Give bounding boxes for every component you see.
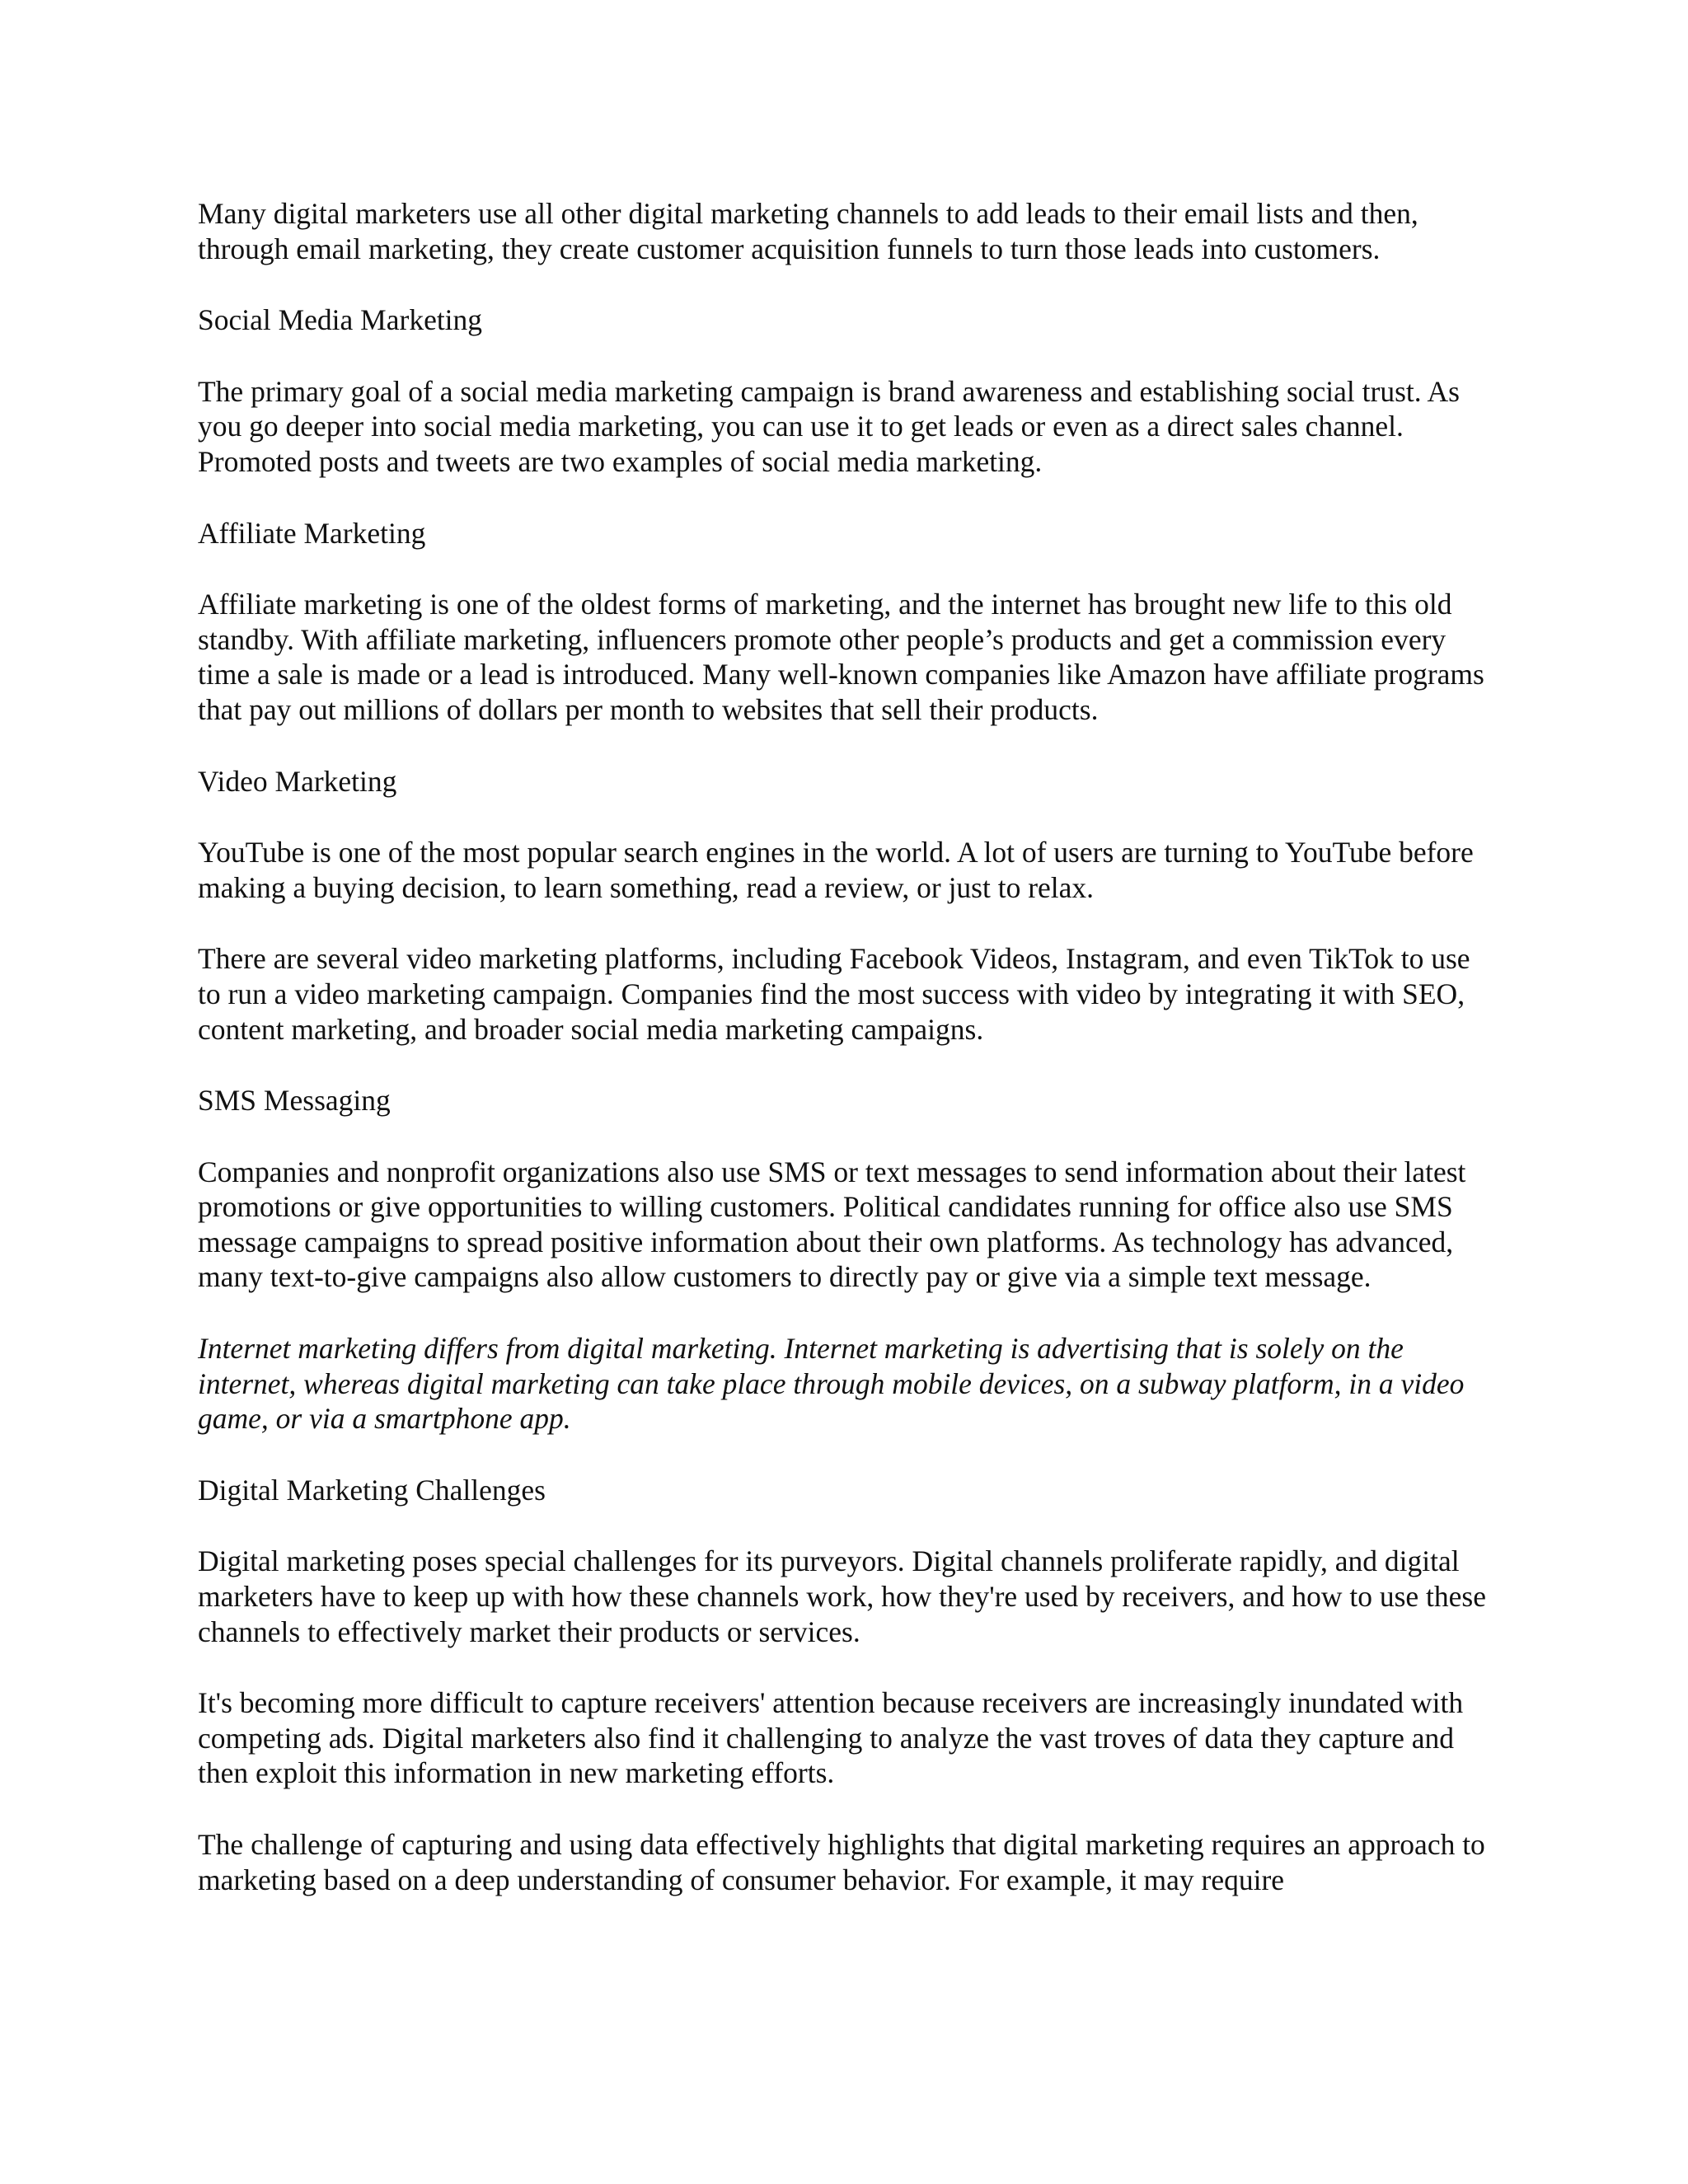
paragraph-video-platforms: There are several video marketing platforms, including Facebook Videos, Instagram, and even TikTok to use to run a video marketing campaign. Companies find the most success with video by integrating it with SEO, content marketing, and broader social media marketing campaigns. <box>198 942 1470 1046</box>
document-body <box>198 196 1496 1933</box>
note-internet-vs-digital: Internet marketing differs from digital marketing. Internet marketing is advertising that is solely on the internet, whereas digital marketing can take place through mobile devices, on a subway platform, in a video game, or via a smartphone app. <box>198 1332 1465 1436</box>
paragraph-sms: Companies and nonprofit organizations also use SMS or text messages to send information about their latest promotions or give opportunities to willing customers. Political candidates running for office also use SMS message campaigns to spread positive information about their own platforms. As technology has advanced, many text-to-give campaigns also allow customers to directly pay or give via a simple text message. <box>198 1155 1466 1294</box>
paragraph-email-funnels: Many digital marketers use all other digital marketing channels to add leads to their email lists and then, through email marketing, they create customer acquisition funnels to turn those leads into customers. <box>198 197 1418 265</box>
heading-affiliate-marketing: Affiliate Marketing <box>198 516 426 550</box>
heading-social-media-marketing: Social Media Marketing <box>198 303 483 337</box>
paragraph-challenges: Digital marketing poses special challenges for its purveyors. Digital channels proliferate rapidly, and digital marketers have to keep up with how these channels work, how they're used by receivers, and how to use these channels to effectively market their products or services. <box>198 1544 1486 1648</box>
heading-sms-messaging: SMS Messaging <box>198 1084 391 1118</box>
heading-digital-marketing-challenges: Digital Marketing Challenges <box>198 1473 546 1507</box>
paragraph-youtube: YouTube is one of the most popular search engines in the world. A lot of users are turning to YouTube before making a buying decision, to learn something, read a review, or just to relax. <box>198 836 1474 904</box>
paragraph-affiliate: Affiliate marketing is one of the oldest forms of marketing, and the internet has brought new life to this old standby. With affiliate marketing, influencers promote other people’s products and get a commission every time a sale is made or a lead is introduced. Many well-known companies like Amazon have affiliate programs that pay out millions of dollars per month to websites that sell their products. <box>198 588 1484 726</box>
paragraph-attention: It's becoming more difficult to capture receivers' attention because receivers are increasingly inundated with competing ads. Digital marketers also find it challenging to analyze the vast troves of data they capture and then exploit this information in new marketing efforts. <box>198 1686 1464 1790</box>
paragraph-data-challenge: The challenge of capturing and using data effectively highlights that digital marketing requires an approach to marketing based on a deep understanding of consumer behavior. For example, it may require <box>198 1828 1485 1896</box>
heading-video-marketing: Video Marketing <box>198 764 397 798</box>
paragraph-social-media: The primary goal of a social media marketing campaign is brand awareness and establishing social trust. As you go deeper into social media marketing, you can use it to get leads or even as a direct sales channel. Promoted posts and tweets are two examples of social media marketing. <box>198 374 1460 478</box>
